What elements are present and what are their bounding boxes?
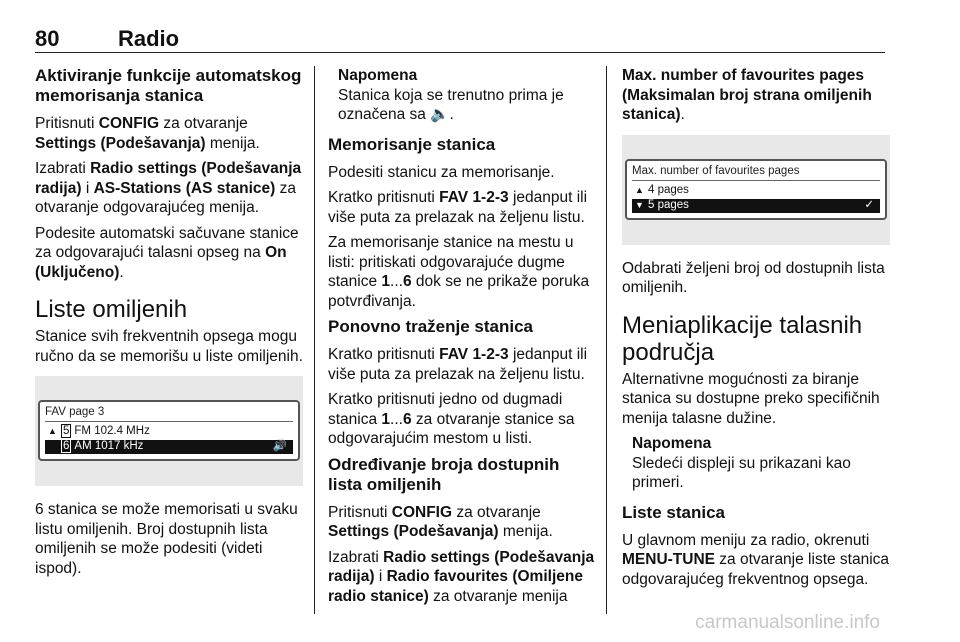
paragraph: Kratko pritisnuti FAV 1-2-3 jedanput ili više puta za prelazak na željenu listu. <box>328 189 588 226</box>
arrow-up-icon: ▲ <box>48 426 57 436</box>
station-label: FM 102.4 MHz <box>74 425 150 437</box>
paragraph: Podesiti stanicu za memorisanje. <box>328 163 555 181</box>
heading-station-lists: Liste stanica <box>622 502 725 522</box>
screen-divider <box>45 421 293 422</box>
fav-page-figure <box>35 376 303 486</box>
column-1 <box>35 66 303 584</box>
paragraph: U glavnom meniju za radio, okrenuti MENU-TUNE za otvaranje liste stanica odgovarajućeg frekventnog opsega. <box>622 531 890 588</box>
screen-row-selected <box>45 440 293 454</box>
fav-page-screen <box>38 400 300 461</box>
heading-store-stations: Memorisanje stanica <box>328 134 496 154</box>
heading-auto-store: Aktiviranje funkcije automatskog memorisanja stanica <box>35 66 302 105</box>
paragraph: Max. number of favourites pages (Maksimalan broj strana omiljenih stanica). <box>622 67 872 123</box>
heading-favourites-count: Određivanje broja dostupnih lista omiljenih <box>328 454 560 494</box>
station-label: AM 1017 kHz <box>74 440 144 452</box>
max-pages-figure <box>622 135 890 245</box>
screen-row <box>45 425 293 439</box>
arrow-up-icon: ▲ <box>635 184 644 195</box>
paragraph: Kratko pritisnuti jedno od dugmadi stanica 1...6 za otvaranje stanice sa odgovarajućim mestom u listi. <box>328 391 575 447</box>
option-label: 4 pages <box>648 183 689 196</box>
paragraph: 6 stanica se može memorisati u svaku listu omiljenih. Broj dostupnih lista omiljenih se može podesiti (videti ispod). <box>35 501 298 577</box>
arrow-down-icon: ▼ <box>635 199 644 210</box>
note-text: Sledeći displeji su prikazani kao primeri. <box>632 454 851 491</box>
paragraph: Izabrati Radio settings (Podešavanja radija) i AS-Stations (AS stanice) za otvaranje odgovarajućeg menija. <box>35 160 302 216</box>
paragraph: Stanice svih frekventnih opsega mogu ručno da se memorišu u liste omiljenih. <box>35 328 303 365</box>
screen-title: FAV page 3 <box>45 406 105 418</box>
screen-title: Max. number of favourites pages <box>632 164 800 177</box>
option-label: 5 pages <box>648 198 689 211</box>
note-title: Napomena <box>632 435 712 452</box>
heading-band-menus: Meniaplikacije talasnih područja <box>622 311 863 366</box>
paragraph: Podesite automatski sačuvane stanice za odgovarajući talasni opseg na On (Uključeno). <box>35 224 299 281</box>
checkmark-icon: ✓ <box>864 198 874 211</box>
max-pages-screen <box>625 159 887 220</box>
note <box>328 66 596 125</box>
header-rule <box>35 52 885 53</box>
watermark: carmanualsonline.info <box>695 612 880 633</box>
paragraph: Pritisnuti CONFIG za otvaranje Settings (Podešavanja) menija. <box>328 503 553 540</box>
preset-number: 6 <box>63 440 70 452</box>
heading-favourites: Liste omiljenih <box>35 296 188 323</box>
paragraph: Pritisnuti CONFIG za otvaranje Settings (Podešavanja) menija. <box>35 115 260 152</box>
paragraph: Za memorisanje stanice na mestu u listi: pritiskati odgovarajuće dugme stanice 1...6 dok se ne prikaže poruka potvrđivanja. <box>328 234 590 310</box>
page-number: 80 <box>35 26 60 51</box>
note <box>622 434 890 493</box>
column-3 <box>622 66 890 595</box>
note-title: Napomena <box>338 67 418 84</box>
volume-icon: 🔊 <box>272 440 287 452</box>
heading-recall-stations: Ponovno traženje stanica <box>328 317 533 336</box>
column-divider-1 <box>314 66 315 614</box>
note-text: Stanica koja se trenutno prima je označena sa 🔈. <box>338 86 564 123</box>
paragraph: Odabrati željeni broj od dostupnih lista omiljenih. <box>622 259 885 296</box>
paragraph: Alternativne mogućnosti za biranje stanica su dostupne preko specifičnih menija talasne dužine. <box>622 370 880 427</box>
section-title: Radio <box>118 26 180 51</box>
paragraph: Izabrati Radio settings (Podešavanja radija) i Radio favourites (Omiljene radio stanice) za otvaranje menija <box>328 548 595 605</box>
column-2 <box>328 66 596 612</box>
paragraph: Kratko pritisnuti FAV 1-2-3 jedanput ili više puta za prelazak na željenu listu. <box>328 346 588 383</box>
preset-number: 5 <box>63 425 70 437</box>
column-divider-2 <box>606 66 607 614</box>
screen-row-selected <box>632 199 880 213</box>
speaker-icon: 🔈 <box>430 106 450 123</box>
screen-divider <box>632 180 880 181</box>
screen-row <box>632 184 880 198</box>
